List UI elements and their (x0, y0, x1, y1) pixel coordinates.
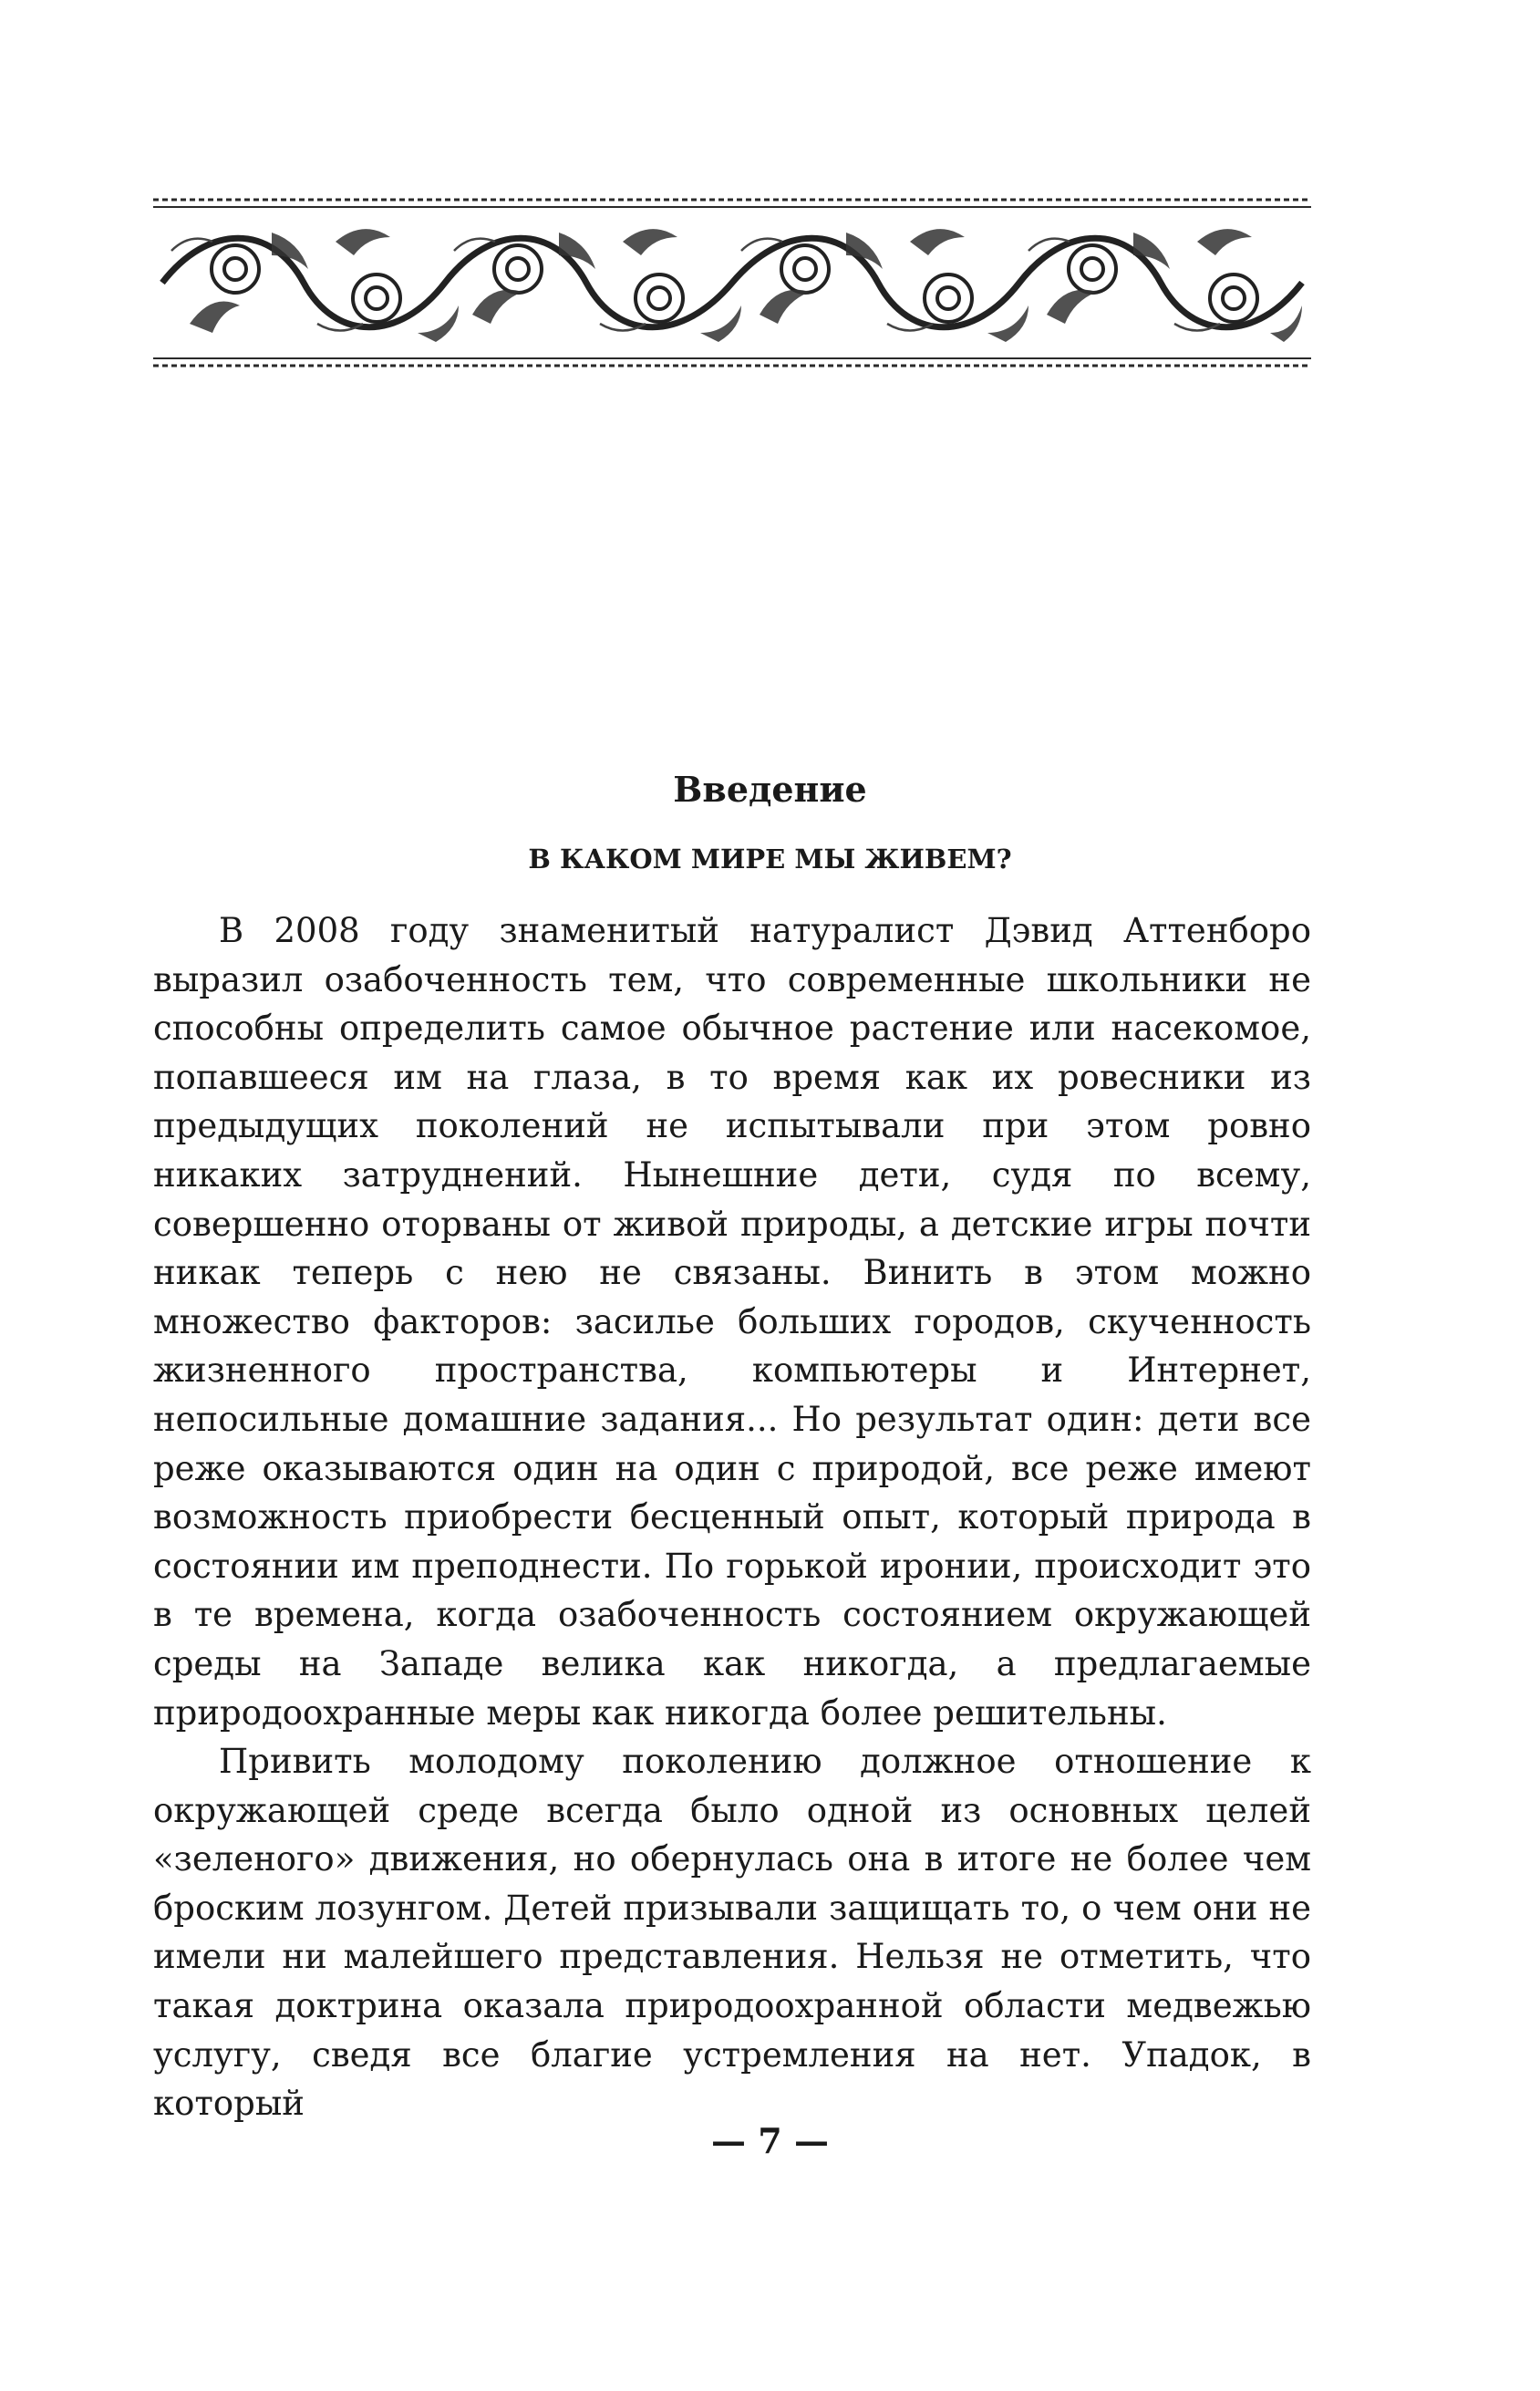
body-text (153, 906, 1311, 2128)
page-number: — 7 — (711, 2120, 829, 2161)
decorative-scroll-ornament (153, 196, 1311, 369)
chapter-subtitle: В КАКОМ МИРЕ МЫ ЖИВЕМ? (528, 844, 1012, 875)
paragraph-2: Привить молодому поколению должное отношение к окружающей среде всегда было одной из основных целей «зеленого» движения, но обернулась она в итоге не более чем броским лозунгом. Детей призывали защищать то, о чем они не имели ни малейшего представления. Нельзя не отметить, что такая доктрина оказала природоохранной области медвежью услугу, сведя все благие устремления на нет. Упадок, в который (153, 1742, 1311, 2124)
paragraph-1: В 2008 году знаменитый натуралист Дэвид Аттенборо выразил озабоченность тем, что современные школьники не способны определить самое обычное растение или насекомое, попавшееся им на глаза, в то время как их ровесники из предыдущих поколений не испытывали при этом ровно никаких затруднений. Нынешние дети, судя по всему, совершенно оторваны от живой природы, а детские игры почти никак теперь с нею не связаны. Винить в этом можно множество факторов: засилье больших городов, скученность жизненного пространства, компьютеры и Интернет, непосильные домашние задания... Но результат один: дети все реже оказываются один на один с природой, все реже имеют возможность приобрести бесценный опыт, который природа в состоянии им преподнести. По горькой иронии, происходит это в те времена, когда озабоченность состоянием окружающей среды на Западе велика как никогда, а предлагаемые природоохранные меры как никогда более решительны. (153, 911, 1311, 1733)
chapter-title: Введение (673, 769, 867, 810)
